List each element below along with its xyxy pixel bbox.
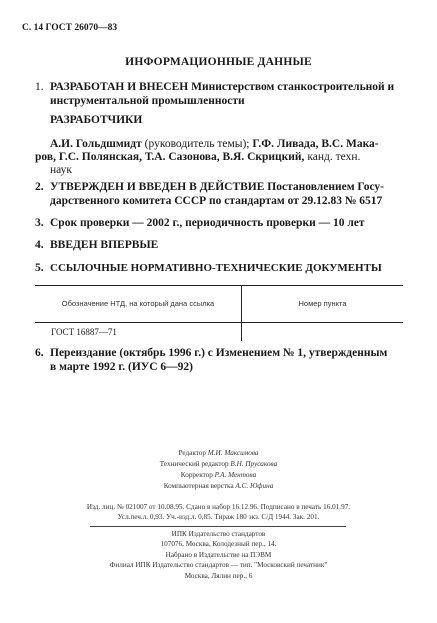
developer-lead-name: А.И. Гольдшмидт xyxy=(50,138,142,150)
reference-table xyxy=(35,285,403,341)
item-4-text: ВВЕДЕН ВПЕРВЫЕ xyxy=(50,239,159,251)
credit-corrector xyxy=(0,471,437,479)
developers-line1-rest: Г.Ф. Ливада, В.С. Мака- xyxy=(249,138,379,150)
developers-line3: наук xyxy=(50,164,73,176)
publisher-line5: Москва, Лялин пер., 6 xyxy=(184,572,253,580)
developers-line2 xyxy=(35,150,360,165)
developer-lead-role: (руководитель темы); xyxy=(141,138,250,150)
item-3-text: Срок проверки — 2002 г., периодичность проверки — 10 лет xyxy=(50,217,365,229)
item-1-line2: инструментальной промышленности xyxy=(50,95,245,107)
credit-layout-name: А.С. Юфина xyxy=(235,482,274,490)
credit-editor-label: Редактор xyxy=(178,449,206,457)
imprint-line2: Усл.печ.л. 0,93. Уч.-изд.л. 0,85. Тираж 180 экз. С/Д 1944. Зак. 201. xyxy=(117,513,320,521)
item-2-line1 xyxy=(50,180,384,195)
item-5-number: 5. xyxy=(35,262,44,274)
item-4-number: 4. xyxy=(35,239,44,251)
page-title: ИНФОРМАЦИОННЫЕ ДАННЫЕ xyxy=(125,56,312,68)
item-2-rest: Постановлением Госу- xyxy=(264,181,384,193)
credit-editor-name: М.И. Максимова xyxy=(207,449,259,457)
publisher-line3: Набрано в Издательстве на ПЭВМ xyxy=(165,551,272,559)
item-6-number: 6. xyxy=(35,347,44,359)
credit-layout-label: Компьютерная верстка xyxy=(163,482,234,490)
credit-tech-name: В.Н. Прусакова xyxy=(230,460,278,468)
credit-tech-label: Технический редактор xyxy=(159,460,229,468)
publisher-line4: Филиал ИПК Издательство стандартов — тип. "Московский печатник" xyxy=(109,561,328,569)
reference-item-cell xyxy=(242,323,404,342)
item-2-line2: дарственного комитета СССР по стандартам от 29.12.83 № 6517 xyxy=(50,195,383,207)
item-5-text: ССЫЛОЧНЫЕ НОРМАТИВНО-ТЕХНИЧЕСКИЕ ДОКУМЕНТЫ xyxy=(50,262,382,274)
imprint-line1: Изд. лиц. № 021007 от 10.08.95. Сдано в набор 16.12.96. Подписано в печать 16.01.97. xyxy=(86,503,351,511)
developers-heading: РАЗРАБОТЧИКИ xyxy=(50,114,143,126)
page-header: С. 14 ГОСТ 26070—83 xyxy=(22,23,118,33)
item-3-number: 3. xyxy=(35,217,44,229)
credit-editor xyxy=(0,449,437,457)
credit-layout xyxy=(0,482,437,490)
publisher-line1: ИПК Издательство стандартов xyxy=(171,530,266,538)
item-6-line2: в марте 1992 г. (ИУС 6—92) xyxy=(50,361,193,373)
developers-names: ров, Г.С. Полянская, Т.А. Сазонова, В.Я. Скрицкий, xyxy=(35,151,305,163)
item-1-line1 xyxy=(50,80,394,95)
publisher-line2: 107076, Москва, Колодезный пер., 14. xyxy=(160,540,277,548)
developers-degree: канд. техн. xyxy=(304,151,361,163)
item-2-bold: УТВЕРЖДЕН И ВВЕДЕН В ДЕЙСТВИЕ xyxy=(50,181,265,193)
item-2-number: 2. xyxy=(35,181,44,193)
item-6-line1: Переиздание (октябрь 1996 г.) с Изменением № 1, утвержденным xyxy=(50,347,388,359)
item-1-bold: РАЗРАБОТАН И ВНЕСЕН xyxy=(50,81,189,93)
credit-corr-name: Р.А. Ментова xyxy=(214,471,257,479)
credit-corr-label: Корректор xyxy=(180,471,213,479)
reference-table-header-doc: Обозначение НТД, на который дана ссылка xyxy=(35,286,242,323)
reference-doc-cell: ГОСТ 16887—71 xyxy=(35,323,242,342)
table-row xyxy=(35,323,403,342)
item-1-number: 1. xyxy=(35,81,44,93)
reference-table-header-item: Номер пункта xyxy=(242,286,404,323)
credit-tech-editor xyxy=(0,460,437,468)
divider xyxy=(90,526,346,527)
item-1-rest: Министерством станкостроительной и xyxy=(188,81,395,93)
